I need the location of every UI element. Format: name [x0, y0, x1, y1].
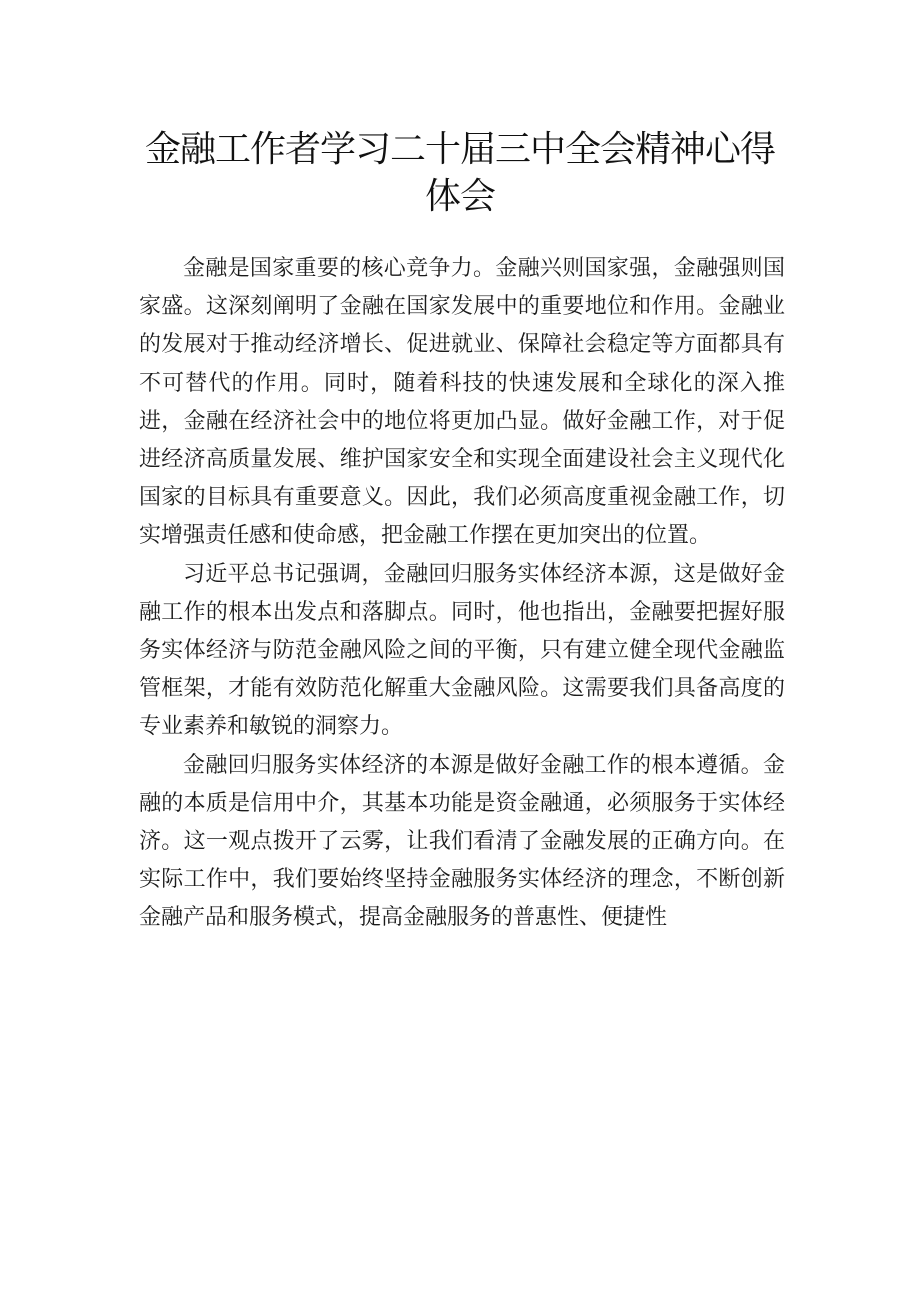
document-title: 金融工作者学习二十届三中全会精神心得体会 — [144, 129, 775, 217]
paragraph-3: 金融回归服务实体经济的本源是做好金融工作的根本遵循。金融的本质是信用中介，其基本功能是资金融通，必须服务于实体经济。这一观点拨开了云雾，让我们看清了金融发展的正确方向。在实际工作中，我们要始终坚持金融服务实体经济的理念，不断创新金融产品和服务模式，提高金融服务的普惠性、便捷性 — [139, 752, 785, 931]
paragraph-1: 金融是国家重要的核心竞争力。金融兴则国家强，金融强则国家盛。这深刻阐明了金融在国家发展中的重要地位和作用。金融业的发展对于推动经济增长、促进就业、保障社会稳定等方面都具有不可替代的作用。同时，随着科技的快速发展和全球化的深入推进，金融在经济社会中的地位将更加凸显。做好金融工作，对于促进经济高质量发展、维护国家安全和实现全面建设社会主义现代化国家的目标具有重要意义。因此，我们必须高度重视金融工作，切实增强责任感和使命感，把金融工作摆在更加突出的位置。 — [139, 256, 785, 549]
paragraph-2: 习近平总书记强调，金融回归服务实体经济本源，这是做好金融工作的根本出发点和落脚点。同时，他也指出，金融要把握好服务实体经济与防范金融风险之间的平衡，只有建立健全现代金融监管框架，才能有效防范化解重大金融风险。这需要我们具备高度的专业素养和敏锐的洞察力。 — [139, 561, 785, 740]
document-body — [139, 250, 785, 938]
